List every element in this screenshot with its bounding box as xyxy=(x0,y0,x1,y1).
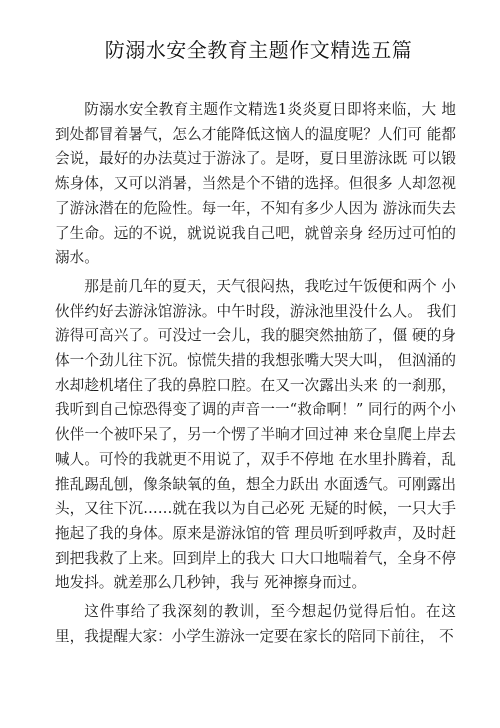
document-body xyxy=(55,98,456,649)
paragraph-story: 那是前几年的夏天，天气很闷热，我吃过午饭便和两个 小伙伴约好去游泳馆游泳。中午时段，游泳池里没什么人。 我们游得可高兴了。可没过一会儿，我的腿突然抽筋了，僵 硬的身体一个劲儿往下沉。惊慌失措的我想张嘴大哭大叫， 但汹涌的水却趁机堵住了我的鼻腔口腔。在又一次露出头来 的一刹那，我听到自己惊恐得变了调的声音一一“救命啊！” 同行的两个小伙伴一个被吓呆了，另一个愣了半晌才回过神 来仓皇爬上岸去喊人。可怜的我就更不用说了，双手不停地 在水里扑腾着，乱推乱踢乱刨，像条缺氧的鱼，想全力跃出 水面透气。可刚露出头，又往下沉……就在我以为自己必死 无疑的时候，一只大手拖起了我的身体。原来是游泳馆的管 理员听到呼救声，及时赶到把我救了上来。回到岸上的我大 口大口地喘着气，全身不停地发抖。就差那么几秒钟，我与 死神擦身而过。 xyxy=(55,277,456,592)
document-title: 防溺水安全教育主题作文精选五篇 xyxy=(104,38,413,62)
paragraph-intro: 防溺水安全教育主题作文精选1炎炎夏日即将来临，大 地到处都冒着暑气，怎么才能降低这恼人的温度呢？人们可 能都会说，最好的办法莫过于游泳了。是呀，夏日里游泳既 可以锻炼身体，又可以消暑，当然是个不错的选择。但很多 人却忽视了游泳潜在的危险性。每一年，不知有多少人因为 游泳而失去了生命。远的不说，就说说我自己吧，就曾亲身 经历过可怕的溺水。 xyxy=(55,101,456,267)
paragraph-lesson: 这件事给了我深刻的教训，至今想起仍觉得后怕。在这 里，我提醒大家：小学生游泳一定要在家长的陪同下前往， 不 xyxy=(55,603,456,645)
